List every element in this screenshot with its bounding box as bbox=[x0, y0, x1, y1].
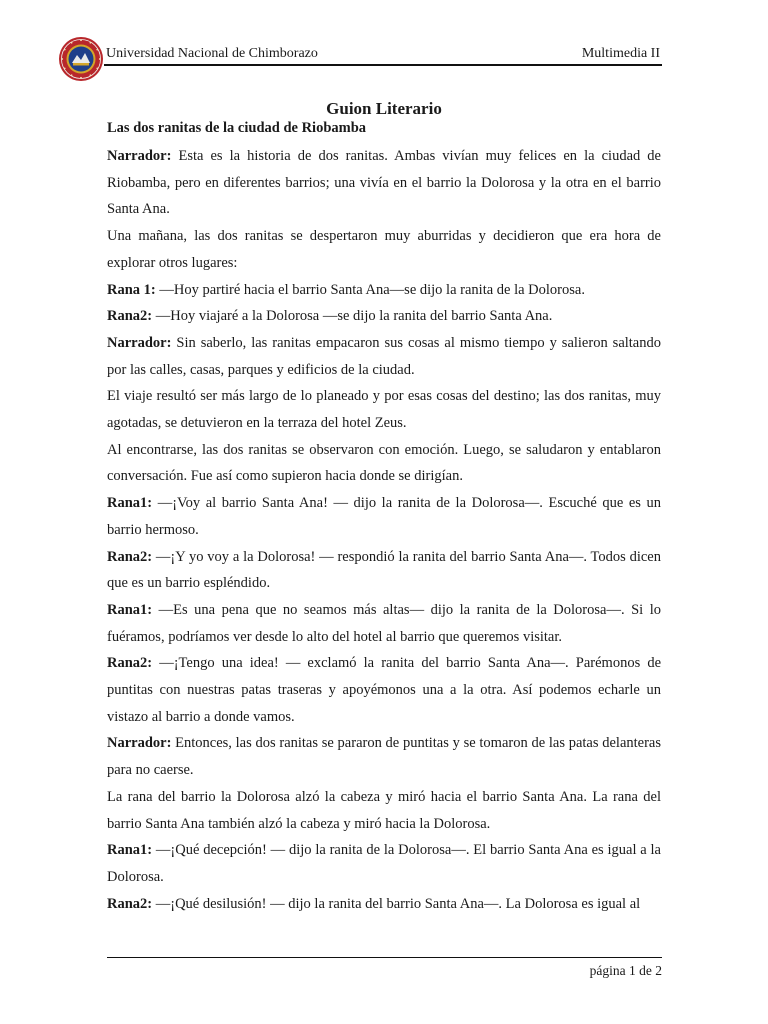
paragraph bbox=[107, 383, 661, 436]
paragraph-text: La rana del barrio la Dolorosa alzó la cabeza y miró hacia el barrio Santa Ana. La rana del barrio Santa Ana también alzó la cabeza y miró hacia la Dolorosa. bbox=[107, 788, 661, 832]
speaker-label: Rana1: bbox=[107, 495, 153, 512]
paragraph bbox=[107, 330, 661, 383]
paragraph-text: —¡Qué decepción! — dijo la ranita de la Dolorosa—. El barrio Santa Ana es igual a la Dolorosa. bbox=[107, 842, 661, 885]
speaker-label: Rana2: bbox=[107, 548, 153, 565]
paragraph-text: —¡Voy al barrio Santa Ana! — dijo la ranita de la Dolorosa—. Escuché que es un barrio hermoso. bbox=[107, 495, 661, 538]
paragraph-text: El viaje resultó ser más largo de lo planeado y por esas cosas del destino; las dos ranitas, muy agotadas, se detuvieron en la terraza del hotel Zeus. bbox=[107, 388, 661, 432]
course-name: Multimedia II bbox=[581, 46, 660, 61]
paragraph-text: Esta es la historia de dos ranitas. Ambas vivían muy felices en la ciudad de Riobamba, pero en diferentes barrios; una vivía en el barrio la Dolorosa y la otra en el barrio Santa Ana. bbox=[107, 148, 661, 218]
paragraph bbox=[107, 437, 661, 490]
paragraph bbox=[107, 490, 661, 543]
paragraph-text: Entonces, las dos ranitas se pararon de puntitas y se tomaron de las patas delanteras para no caerse. bbox=[107, 735, 661, 779]
paragraph bbox=[107, 277, 661, 304]
paragraph-text: —¡Qué desilusión! — dijo la ranita del barrio Santa Ana—. La Dolorosa es igual al bbox=[152, 895, 641, 912]
paragraph bbox=[107, 891, 661, 918]
speaker-label: Rana1: bbox=[107, 601, 153, 618]
paragraph-text: —Hoy viajaré a la Dolorosa —se dijo la ranita del barrio Santa Ana. bbox=[152, 308, 553, 325]
paragraph-text: —Es una pena que no seamos más altas— dijo la ranita de la Dolorosa—. Si lo fuéramos, podríamos ver desde lo alto del hotel al barrio que queremos visitar. bbox=[107, 601, 661, 645]
paragraph bbox=[107, 730, 661, 783]
script-body bbox=[107, 143, 661, 917]
paragraph bbox=[107, 784, 661, 837]
paragraph bbox=[107, 650, 661, 730]
document-subtitle: Las dos ranitas de la ciudad de Riobamba bbox=[107, 120, 367, 136]
speaker-label: Rana2: bbox=[107, 308, 153, 325]
speaker-label: Narrador: bbox=[107, 334, 172, 351]
paragraph-text: Al encontrarse, las dos ranitas se observaron con emoción. Luego, se saludaron y entablaron conversación. Fue así como supieron hacia donde se dirigían. bbox=[107, 441, 661, 485]
university-seal-icon bbox=[58, 36, 104, 82]
paragraph-text: Una mañana, las dos ranitas se despertaron muy aburridas y decidieron que era hora de explorar otros lugares: bbox=[107, 228, 661, 271]
paragraph bbox=[107, 544, 661, 597]
speaker-label: Rana1: bbox=[107, 842, 153, 859]
institution-name: Universidad Nacional de Chimborazo bbox=[106, 46, 318, 61]
speaker-label: Rana2: bbox=[107, 895, 153, 912]
paragraph-text: Sin saberlo, las ranitas empacaron sus cosas al mismo tiempo y salieron saltando por las calles, casas, parques y edificios de la ciudad. bbox=[107, 334, 661, 378]
paragraph bbox=[107, 597, 661, 650]
speaker-label: Rana2: bbox=[107, 655, 153, 672]
footer-divider bbox=[107, 957, 662, 958]
paragraph bbox=[107, 303, 661, 330]
speaker-label: Rana 1: bbox=[107, 281, 156, 298]
speaker-label: Narrador: bbox=[107, 148, 172, 164]
paragraph bbox=[107, 837, 661, 890]
paragraph-text: —Hoy partiré hacia el barrio Santa Ana—se dijo la ranita de la Dolorosa. bbox=[155, 281, 585, 298]
paragraph bbox=[107, 223, 661, 276]
paragraph bbox=[107, 143, 661, 223]
paragraph-text: —¡Tengo una idea! — exclamó la ranita del barrio Santa Ana—. Parémonos de puntitas con nuestras patas traseras y apoyémonos una a la otra. Así podemos echarle un vistazo al barrio a donde vamos. bbox=[107, 655, 661, 725]
speaker-label: Narrador: bbox=[107, 735, 172, 752]
header-divider bbox=[104, 64, 662, 66]
page-number: página 1 de 2 bbox=[589, 963, 662, 978]
page-header bbox=[58, 36, 662, 82]
paragraph-text: —¡Y yo voy a la Dolorosa! — respondió la ranita del barrio Santa Ana—. Todos dicen que es un barrio espléndido. bbox=[107, 548, 661, 592]
document-title: Guion Literario bbox=[326, 99, 442, 118]
